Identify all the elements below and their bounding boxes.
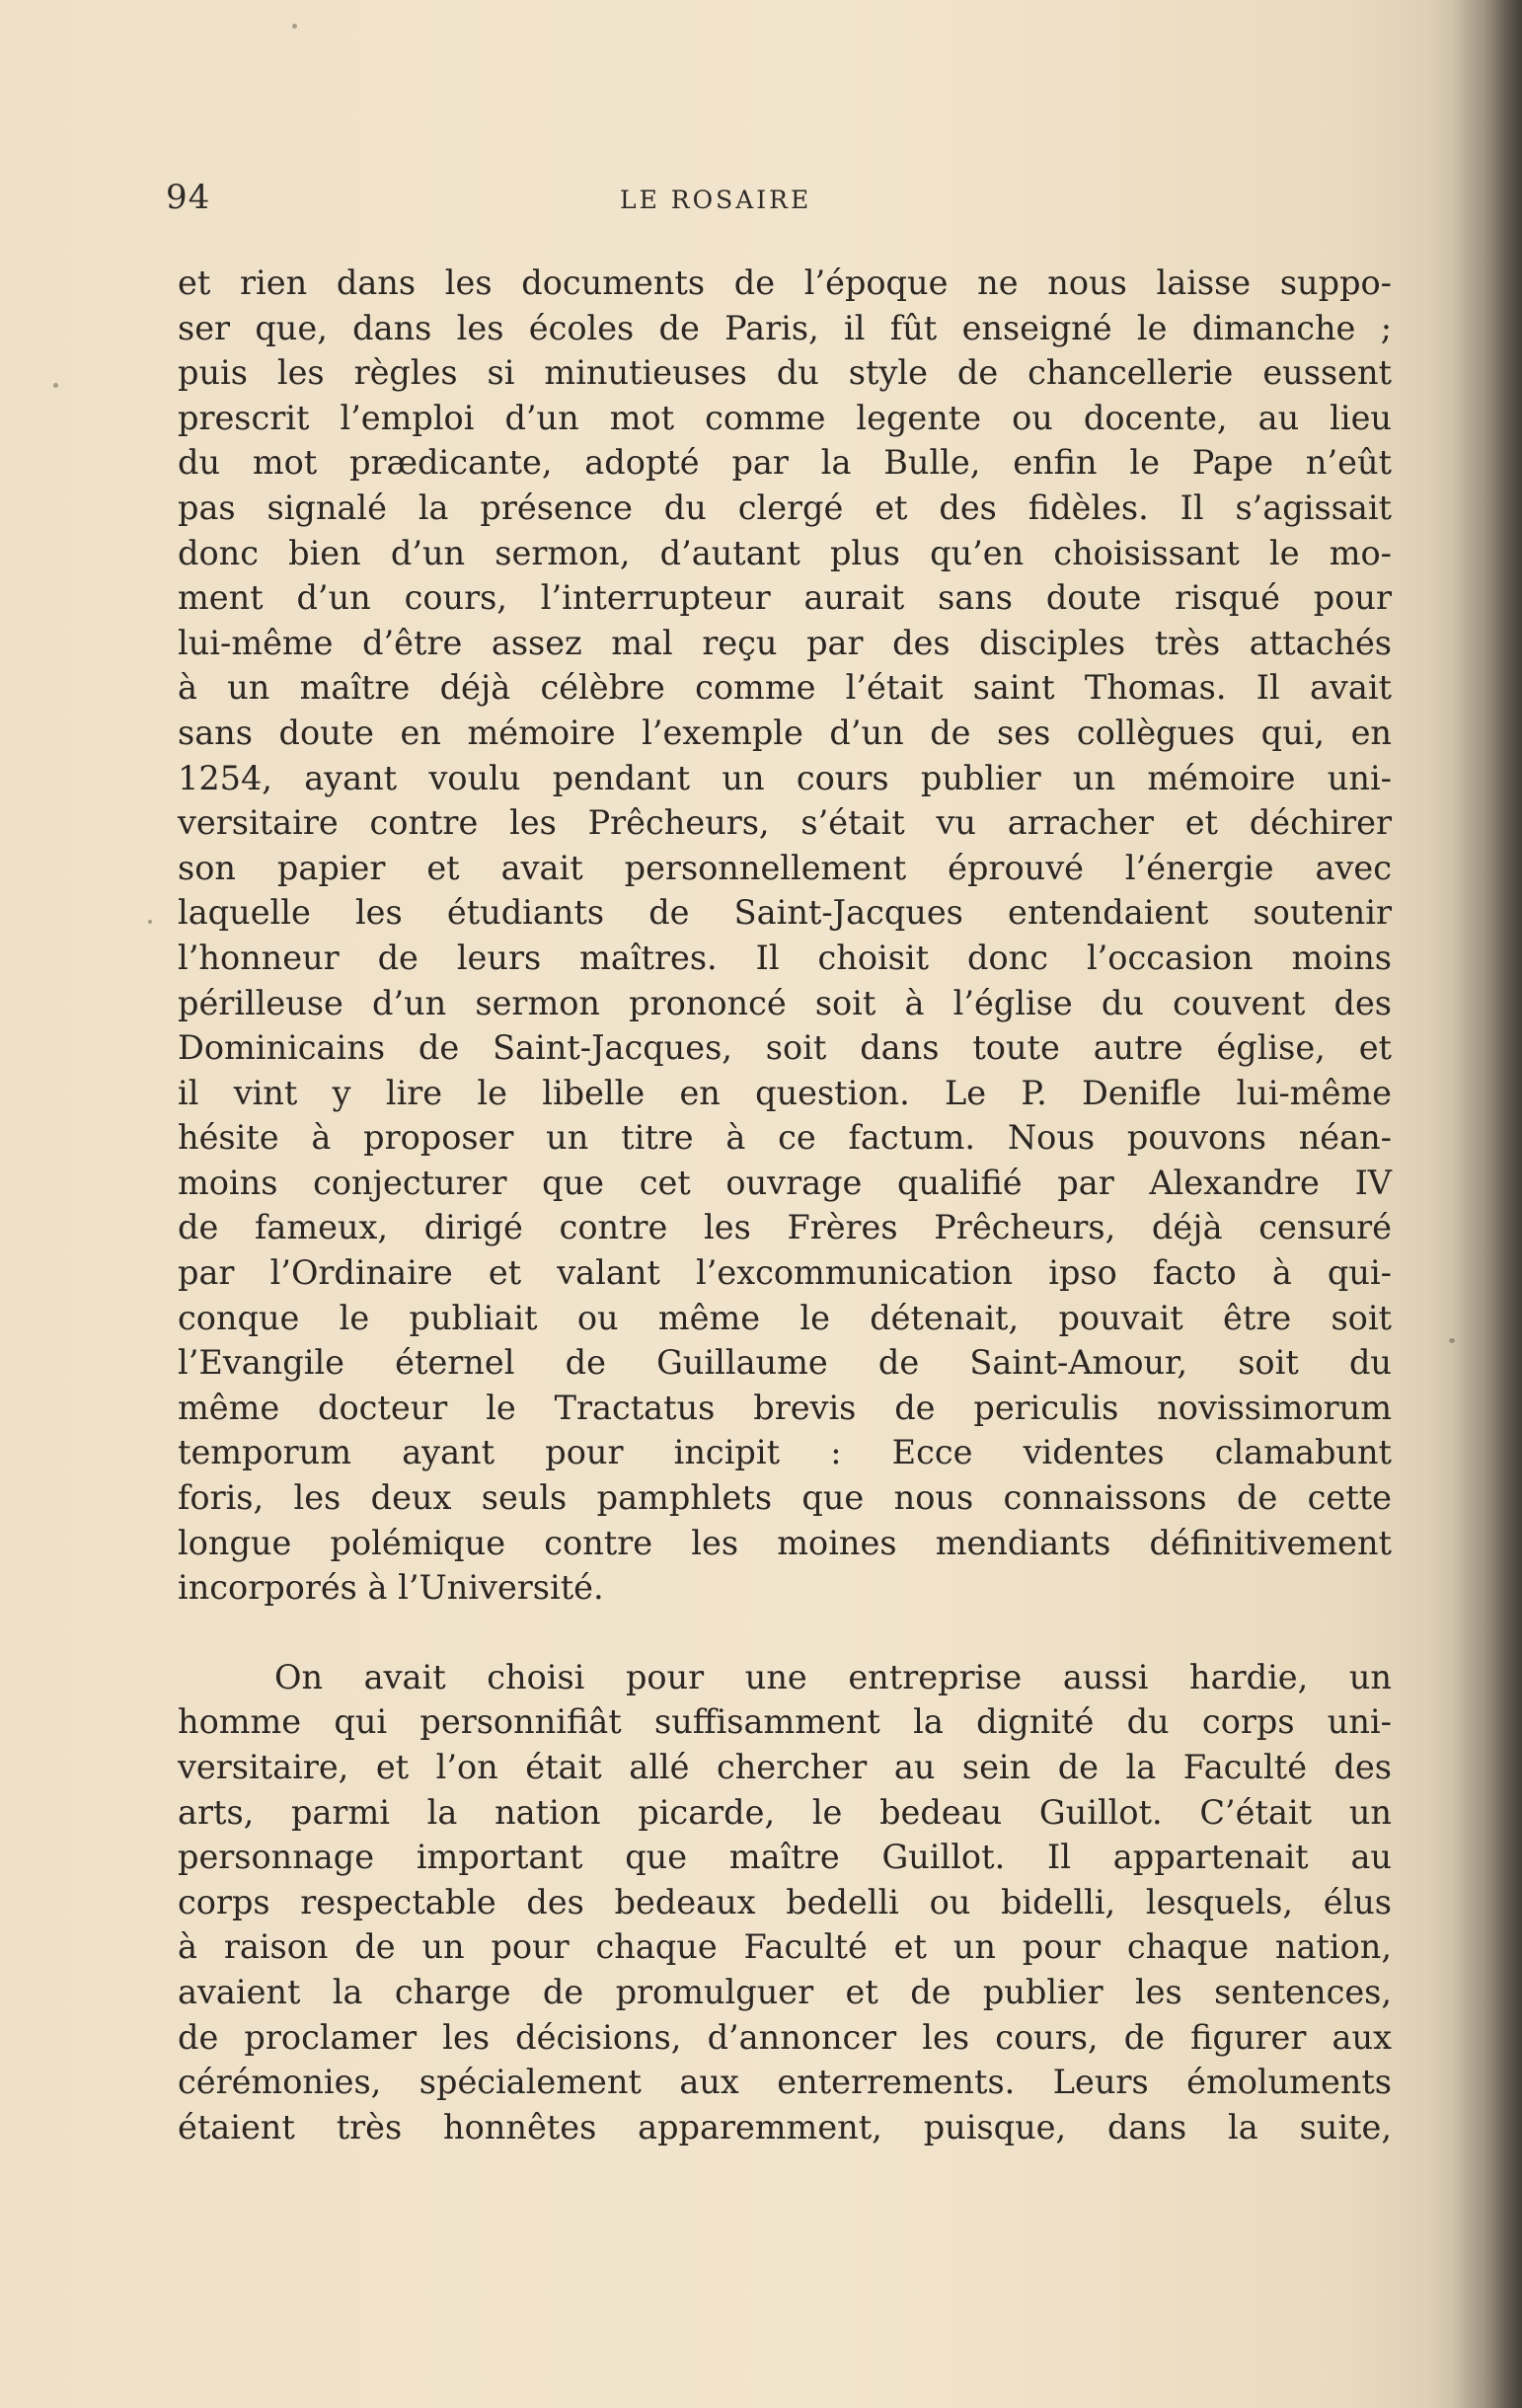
- text-line: l’Evangile éternel de Guillaume de Saint-Amour, soit du: [178, 1343, 1392, 1383]
- text-line: prescrit l’emploi d’un mot comme legente ou docente, au lieu: [178, 398, 1392, 437]
- text-line: puis les règles si minutieuses du style de chancellerie eussent: [178, 353, 1392, 393]
- text-line: de fameux, dirigé contre les Frères Prêcheurs, déjà censuré: [178, 1208, 1392, 1247]
- text-line: arts, parmi la nation picarde, le bedeau Guillot. C’était un: [178, 1792, 1392, 1832]
- paper-speck: [292, 24, 297, 29]
- text-line: moins conjecturer que cet ouvrage qualifié par Alexandre IV: [178, 1163, 1392, 1202]
- text-line: corps respectable des bedeaux bedelli ou bidelli, lesquels, élus: [178, 1882, 1392, 1921]
- paragraph: [178, 1655, 1392, 2150]
- body-text: [178, 261, 1392, 2149]
- page-number: 94: [166, 178, 211, 217]
- text-line: ser que, dans les écoles de Paris, il fût enseigné le dimanche ;: [178, 308, 1392, 347]
- text-line: personnage important que maître Guillot. Il appartenait au: [178, 1838, 1392, 1877]
- text-line: laquelle les étudiants de Saint-Jacques entendaient soutenir: [178, 893, 1392, 933]
- text-line: conque le publiait ou même le détenait, pouvait être soit: [178, 1298, 1392, 1337]
- text-line: de proclamer les décisions, d’annoncer les cours, de figurer aux: [178, 2017, 1392, 2057]
- text-line: 1254, ayant voulu pendant un cours publier un mémoire uni-: [178, 758, 1392, 797]
- text-line: avaient la charge de promulguer et de publier les sentences,: [178, 1972, 1392, 2011]
- text-line: à raison de un pour chaque Faculté et un pour chaque nation,: [178, 1927, 1392, 1967]
- text-line: homme qui personnifiât suffisamment la dignité du corps uni-: [178, 1702, 1392, 1742]
- text-line: incorporés à l’Université.: [178, 1568, 604, 1608]
- text-line: lui-même d’être assez mal reçu par des disciples très attachés: [178, 623, 1392, 662]
- text-line: temporum ayant pour incipit : Ecce videntes clamabunt: [178, 1433, 1392, 1472]
- text-line: On avait choisi pour une entreprise aussi hardie, un: [274, 1657, 1392, 1696]
- paper-speck: [1449, 1338, 1455, 1343]
- text-line: versitaire, et l’on était allé chercher au sein de la Faculté des: [178, 1748, 1392, 1786]
- text-line: Dominicains de Saint-Jacques, soit dans toute autre église, et: [178, 1028, 1392, 1068]
- text-line: pas signalé la présence du clergé et des fidèles. Il s’agissait: [178, 488, 1392, 527]
- text-line: hésite à proposer un titre à ce factum. Nous pouvons néan-: [178, 1118, 1392, 1158]
- paper-speck: [53, 383, 58, 388]
- text-line: il vint y lire le libelle en question. Le P. Denifle lui-même: [178, 1073, 1392, 1112]
- page-spine-shadow: [1453, 0, 1522, 2408]
- text-line: longue polémique contre les moines mendiants définitivement: [178, 1523, 1392, 1562]
- running-title: LE ROSAIRE: [620, 186, 812, 214]
- text-line: même docteur le Tractatus brevis de periculis novissimorum: [178, 1388, 1392, 1427]
- text-line: étaient très honnêtes apparemment, puisque, dans la suite,: [178, 2107, 1392, 2146]
- page-header: [166, 178, 1390, 227]
- text-line: sans doute en mémoire l’exemple d’un de ses collègues qui, en: [178, 713, 1392, 752]
- text-line: périlleuse d’un sermon prononcé soit à l’église du couvent des: [178, 983, 1392, 1022]
- paragraph: [178, 261, 1392, 1611]
- text-line: foris, les deux seuls pamphlets que nous connaissons de cette: [178, 1478, 1392, 1518]
- text-line: ment d’un cours, l’interrupteur aurait sans doute risqué pour: [178, 578, 1392, 618]
- text-line: l’honneur de leurs maîtres. Il choisit donc l’occasion moins: [178, 938, 1392, 977]
- paper-speck: [148, 920, 152, 924]
- text-line: donc bien d’un sermon, d’autant plus qu’en choisissant le mo-: [178, 533, 1392, 572]
- text-line: cérémonies, spécialement aux enterrements. Leurs émoluments: [178, 2063, 1392, 2102]
- text-line: et rien dans les documents de l’époque ne nous laisse suppo-: [178, 263, 1392, 302]
- text-line: à un maître déjà célèbre comme l’était saint Thomas. Il avait: [178, 668, 1392, 708]
- text-line: du mot prædicante, adopté par la Bulle, enfin le Pape n’eût: [178, 443, 1392, 483]
- text-line: son papier et avait personnellement éprouvé l’énergie avec: [178, 848, 1392, 887]
- text-line: versitaire contre les Prêcheurs, s’était vu arracher et déchirer: [178, 803, 1392, 843]
- text-line: par l’Ordinaire et valant l’excommunication ipso facto à qui-: [178, 1253, 1392, 1293]
